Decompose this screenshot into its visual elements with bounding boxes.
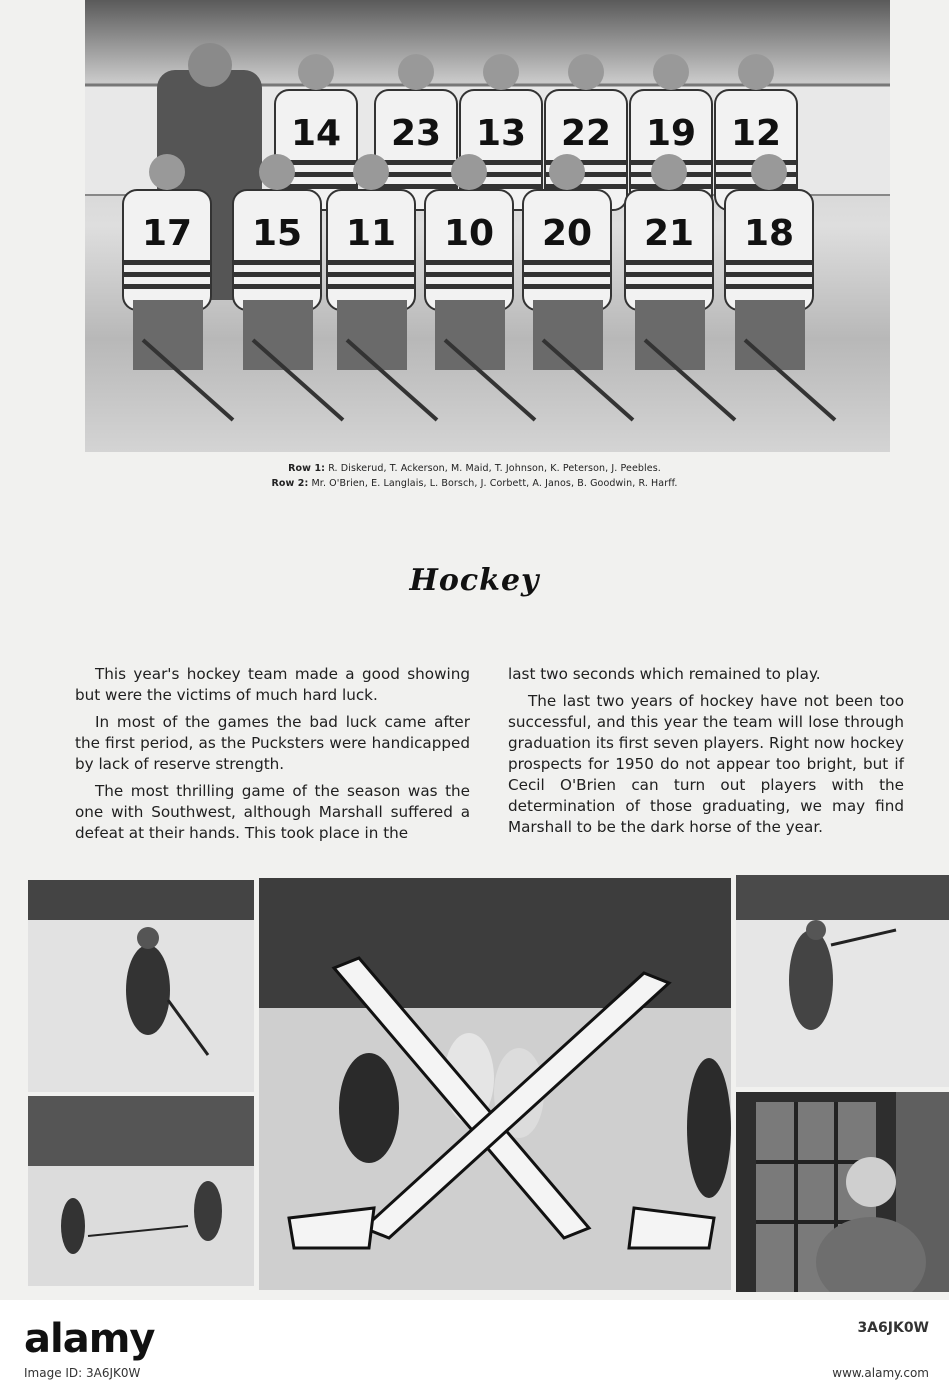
article-paragraph: last two seconds which remained to play. [508, 665, 821, 683]
coach-portrait-photo [736, 1092, 949, 1292]
team-photo-drawing [85, 0, 890, 452]
action-photo-faceoff [259, 878, 731, 1290]
player-legs [435, 300, 505, 370]
player-legs [533, 300, 603, 370]
jersey-number: 23 [390, 113, 442, 154]
jersey-number: 17 [141, 213, 193, 254]
player-legs [635, 300, 705, 370]
player-legs [735, 300, 805, 370]
article-paragraph: In most of the games the bad luck came after the first period, as the Pucksters were handicapped by lack of reserve strength. [75, 713, 470, 773]
image-id: Image ID: 3A6JK0W [24, 1366, 141, 1380]
jersey-number: 14 [290, 113, 342, 154]
alamy-logo: alamy [24, 1316, 155, 1362]
caption-row-2-names: Mr. O'Brien, E. Langlais, L. Borsch, J. Corbett, A. Janos, B. Goodwin, R. Harff. [311, 478, 678, 489]
article-column-right [508, 664, 904, 844]
team-photo [85, 0, 890, 452]
action-photo-players [28, 1096, 254, 1286]
alamy-url: www.alamy.com [832, 1366, 929, 1380]
jersey-number: 11 [345, 213, 397, 254]
jersey-number: 13 [475, 113, 527, 154]
caption-row-1-label: Row 1: [288, 463, 326, 474]
article-paragraph: The most thrilling game of the season was the one with Southwest, although Marshall suffered a defeat at their hands. This took place in the [75, 782, 470, 842]
caption-row-2 [0, 478, 949, 489]
jersey-number: 18 [743, 213, 795, 254]
jersey-number: 12 [730, 113, 782, 154]
image-code: 3A6JK0W [857, 1320, 929, 1336]
player-legs [243, 300, 313, 370]
section-heading: Hockey [409, 563, 540, 598]
article-column-left [75, 664, 470, 850]
caption-row-1 [0, 463, 949, 474]
jersey-number: 21 [643, 213, 695, 254]
article-paragraph: The last two years of hockey have not been too successful, and this year the team will lose through graduation its first seven players. Right now hockey prospects for 1950 do not appear too bright, but if Cecil O'Brien can turn out players with the determination of those graduating, we may find Marshall to be the dark horse of the year. [508, 692, 904, 836]
jersey-number: 19 [645, 113, 697, 154]
jersey-number: 22 [560, 113, 612, 154]
jersey-number: 10 [443, 213, 495, 254]
article-paragraph: This year's hockey team made a good showing but were the victims of much hard luck. [75, 665, 470, 704]
jersey-number: 15 [251, 213, 303, 254]
caption-row-1-names: R. Diskerud, T. Ackerson, M. Maid, T. Johnson, K. Peterson, J. Peebles. [328, 463, 661, 474]
player-legs [133, 300, 203, 370]
action-photo-skater-22 [736, 875, 949, 1087]
caption-row-2-label: Row 2: [271, 478, 309, 489]
jersey-number: 20 [541, 213, 593, 254]
action-photo-skater [28, 880, 254, 1092]
player-legs [337, 300, 407, 370]
